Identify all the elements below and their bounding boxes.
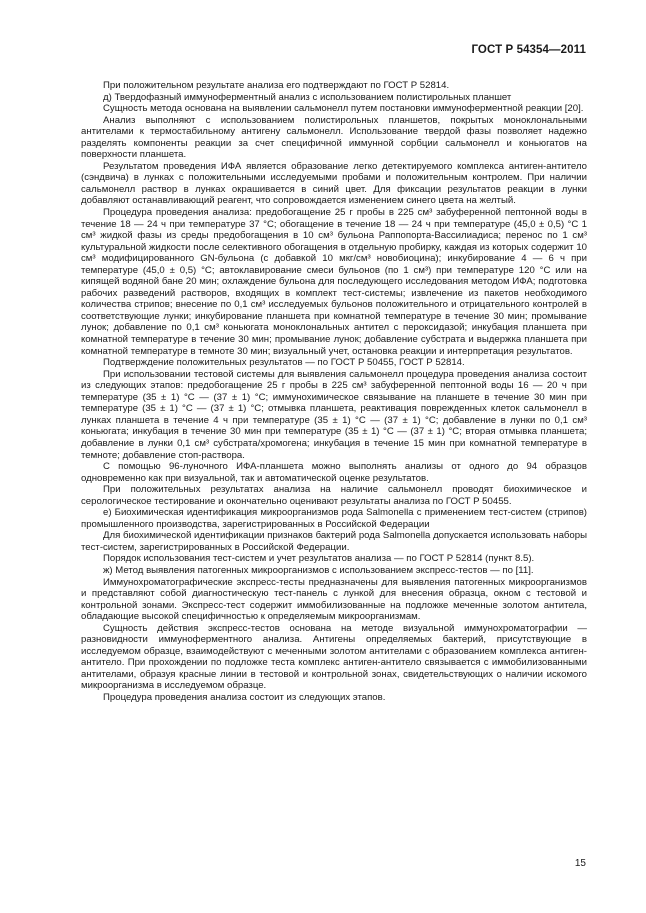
paragraph: При использовании тестовой системы для выявления сальмонелл процедура проведения анализа состоит из следующих этапов: предобогащение 25 г пробы в 225 см³ забуференной пептонной воды 16 — 20 ч при температуре (35 ± 1) °С — (37 ± 1) °С; иммунохимическое связывание на планшете в течение 30 мин при температуре (35 ± 1) °С — (37 ± 1) °С; отмывка планшета, реактивация поврежденных клеток сальмонелл в лунках планшета в течение 4 ч при температуре (35 ± 1) °С — (37 ± 1) °С; добавление в лунки по 0,1 см³ коньюгата; инкубация в течение 30 мин при температуре (35 ± 1) °С — (37 ± 1) °С; вторая отмывка планшета; добавление в лунки 0,1 см³ субстрата/хромогена; инкубация в течение 15 мин при комнатной температуре в темноте; добавление стоп-раствора.	[81, 368, 587, 461]
paragraph: Результатом проведения ИФА является образование легко детектируемого комплекса антиген-антитело (сэндвича) в лунках с положительными исследуемыми пробами и положительным контролем. При наличии сальмонелл раствор в лунках окрашивается в синий цвет. Для фиксации результатов реакции в лунки добавляют останавливающий реагент, что сопровождается изменением синего цвета на желтый.	[81, 160, 587, 207]
page-number: 15	[574, 858, 586, 869]
paragraph: Порядок использования тест-систем и учет результатов анализа — по ГОСТ Р 52814 (пункт 8.5).	[103, 553, 535, 565]
standard-header: ГОСТ Р 54354—2011	[471, 44, 586, 56]
paragraph: Сущность действия экспресс-тестов основана на методе визуальной иммунохроматографии — разновидности иммуноферментного анализа. Антигены определяемых бактерий, присутствующие в исследуемом образце, взаимодействуют с меченными золотом антителами с образованием комплекса антиген-антитело. При прохождении по подложке теста комплекс антиген-антитело связывается с иммобилизованными антителами, образуя красные линии в тестовой и контрольной зонах, свидетельствующих о наличии искомого микроорганизма в исследуемом образце.	[81, 622, 587, 692]
paragraph: Сущность метода основана на выявлении сальмонелл путем постановки иммуноферментной реакции [20].	[103, 103, 584, 115]
document-body	[81, 80, 587, 704]
paragraph: д) Твердофазный иммуноферментный анализ с использованием полистирольных планшет	[103, 91, 512, 103]
paragraph: Процедура проведения анализа: предобогащение 25 г пробы в 225 см³ забуференной пептонной воды в течение 18 — 24 ч при температуре 37 °С; обогащение в течение 18 — 24 ч при температуре (45,0 ± 0,5) °С 1 см³ жидкой фазы из среды предобогащения в 10 см³ бульона Раппопорта-Вассилиадиса; перенос по 1 см³ культуральной жидкости после селективного обогащения в отдельную пробирку, каждая из которых содержит 10 см³ модифицированного GN-бульона (с добавкой 10 мкг/см³ новобиоцина); инкубирование 4 — 6 ч при температуре (45,0 ± 0,5) °С; автоклавирование смеси бульонов (по 1 см³) при температуре 120 °С или на кипящей водяной бане 20 мин; охлаждение бульона для последующего исследования методом ИФА; подготовка рабочих разведений растворов, входящих в комплект тест-системы; извлечение из пакетов необходимого количества стрипов; внесение по 0,1 см³ исследуемых бульонов положительного и отрицательного контролей в соответствующие лунки; инкубирование планшета при комнатной температуре в течение 30 мин; промывание лунок; добавление по 0,1 см³ коньюгата моноклональных антител с пероксидазой; инкубация планшета при комнатной температуре в течение 30 мин; промывание лунок; добавление субстрата и выдержка планшета при комнатной температуре в темноте 30 мин; визуальный учет, остановка реакции и интерпретация результатов.	[81, 207, 587, 357]
paragraph: При положительных результатах анализа на наличие сальмонелл проводят биохимическое и серологическое тестирование и окончательно оценивают результаты анализа по ГОСТ Р 50455.	[81, 484, 587, 507]
paragraph: е) Биохимическая идентификация микроорганизмов рода Salmonella с применением тест-систем (стрипов) промышленного производства, зарегистрированных в Российской Федерации	[81, 507, 587, 530]
paragraph: ж) Метод выявления патогенных микроорганизмов с использованием экспресс-тестов — по [11].	[103, 564, 534, 576]
paragraph: С помощью 96-луночного ИФА-планшета можно выполнять анализы от одного до 94 образцов одновременно как при визуальной, так и автоматической оценке результатов.	[81, 461, 587, 484]
paragraph: Иммунохроматографические экспресс-тесты предназначены для выявления патогенных микроорганизмов и представляют собой диагностическую тест-панель с лункой для внесения образца, окном с тестовой и контрольной зонами. Экспресс-тест содержит иммобилизованные на подложке меченные золотом антитела, обладающие высокой специфичностью к определяемым микроорганизмам.	[81, 576, 587, 623]
paragraph: Подтверждение положительных результатов — по ГОСТ Р 50455, ГОСТ Р 52814.	[103, 357, 465, 369]
paragraph: При положительном результате анализа его подтверждают по ГОСТ Р 52814.	[103, 80, 450, 91]
paragraph: Анализ выполняют с использованием полистирольных планшетов, покрытых моноклональными антителами к термостабильному антигену сальмонелл. Использование твердой фазы позволяет надежно разделять компоненты реакции за счет специфичной иммунной сорбции сальмонелл и коньюгатов на поверхности планшета.	[81, 114, 587, 161]
paragraph: Для биохимической идентификации признаков бактерий рода Salmonella допускается использовать наборы тест-систем, зарегистрированных в Российской Федерации.	[81, 530, 587, 553]
paragraph: Процедура проведения анализа состоит из следующих этапов.	[103, 691, 386, 703]
